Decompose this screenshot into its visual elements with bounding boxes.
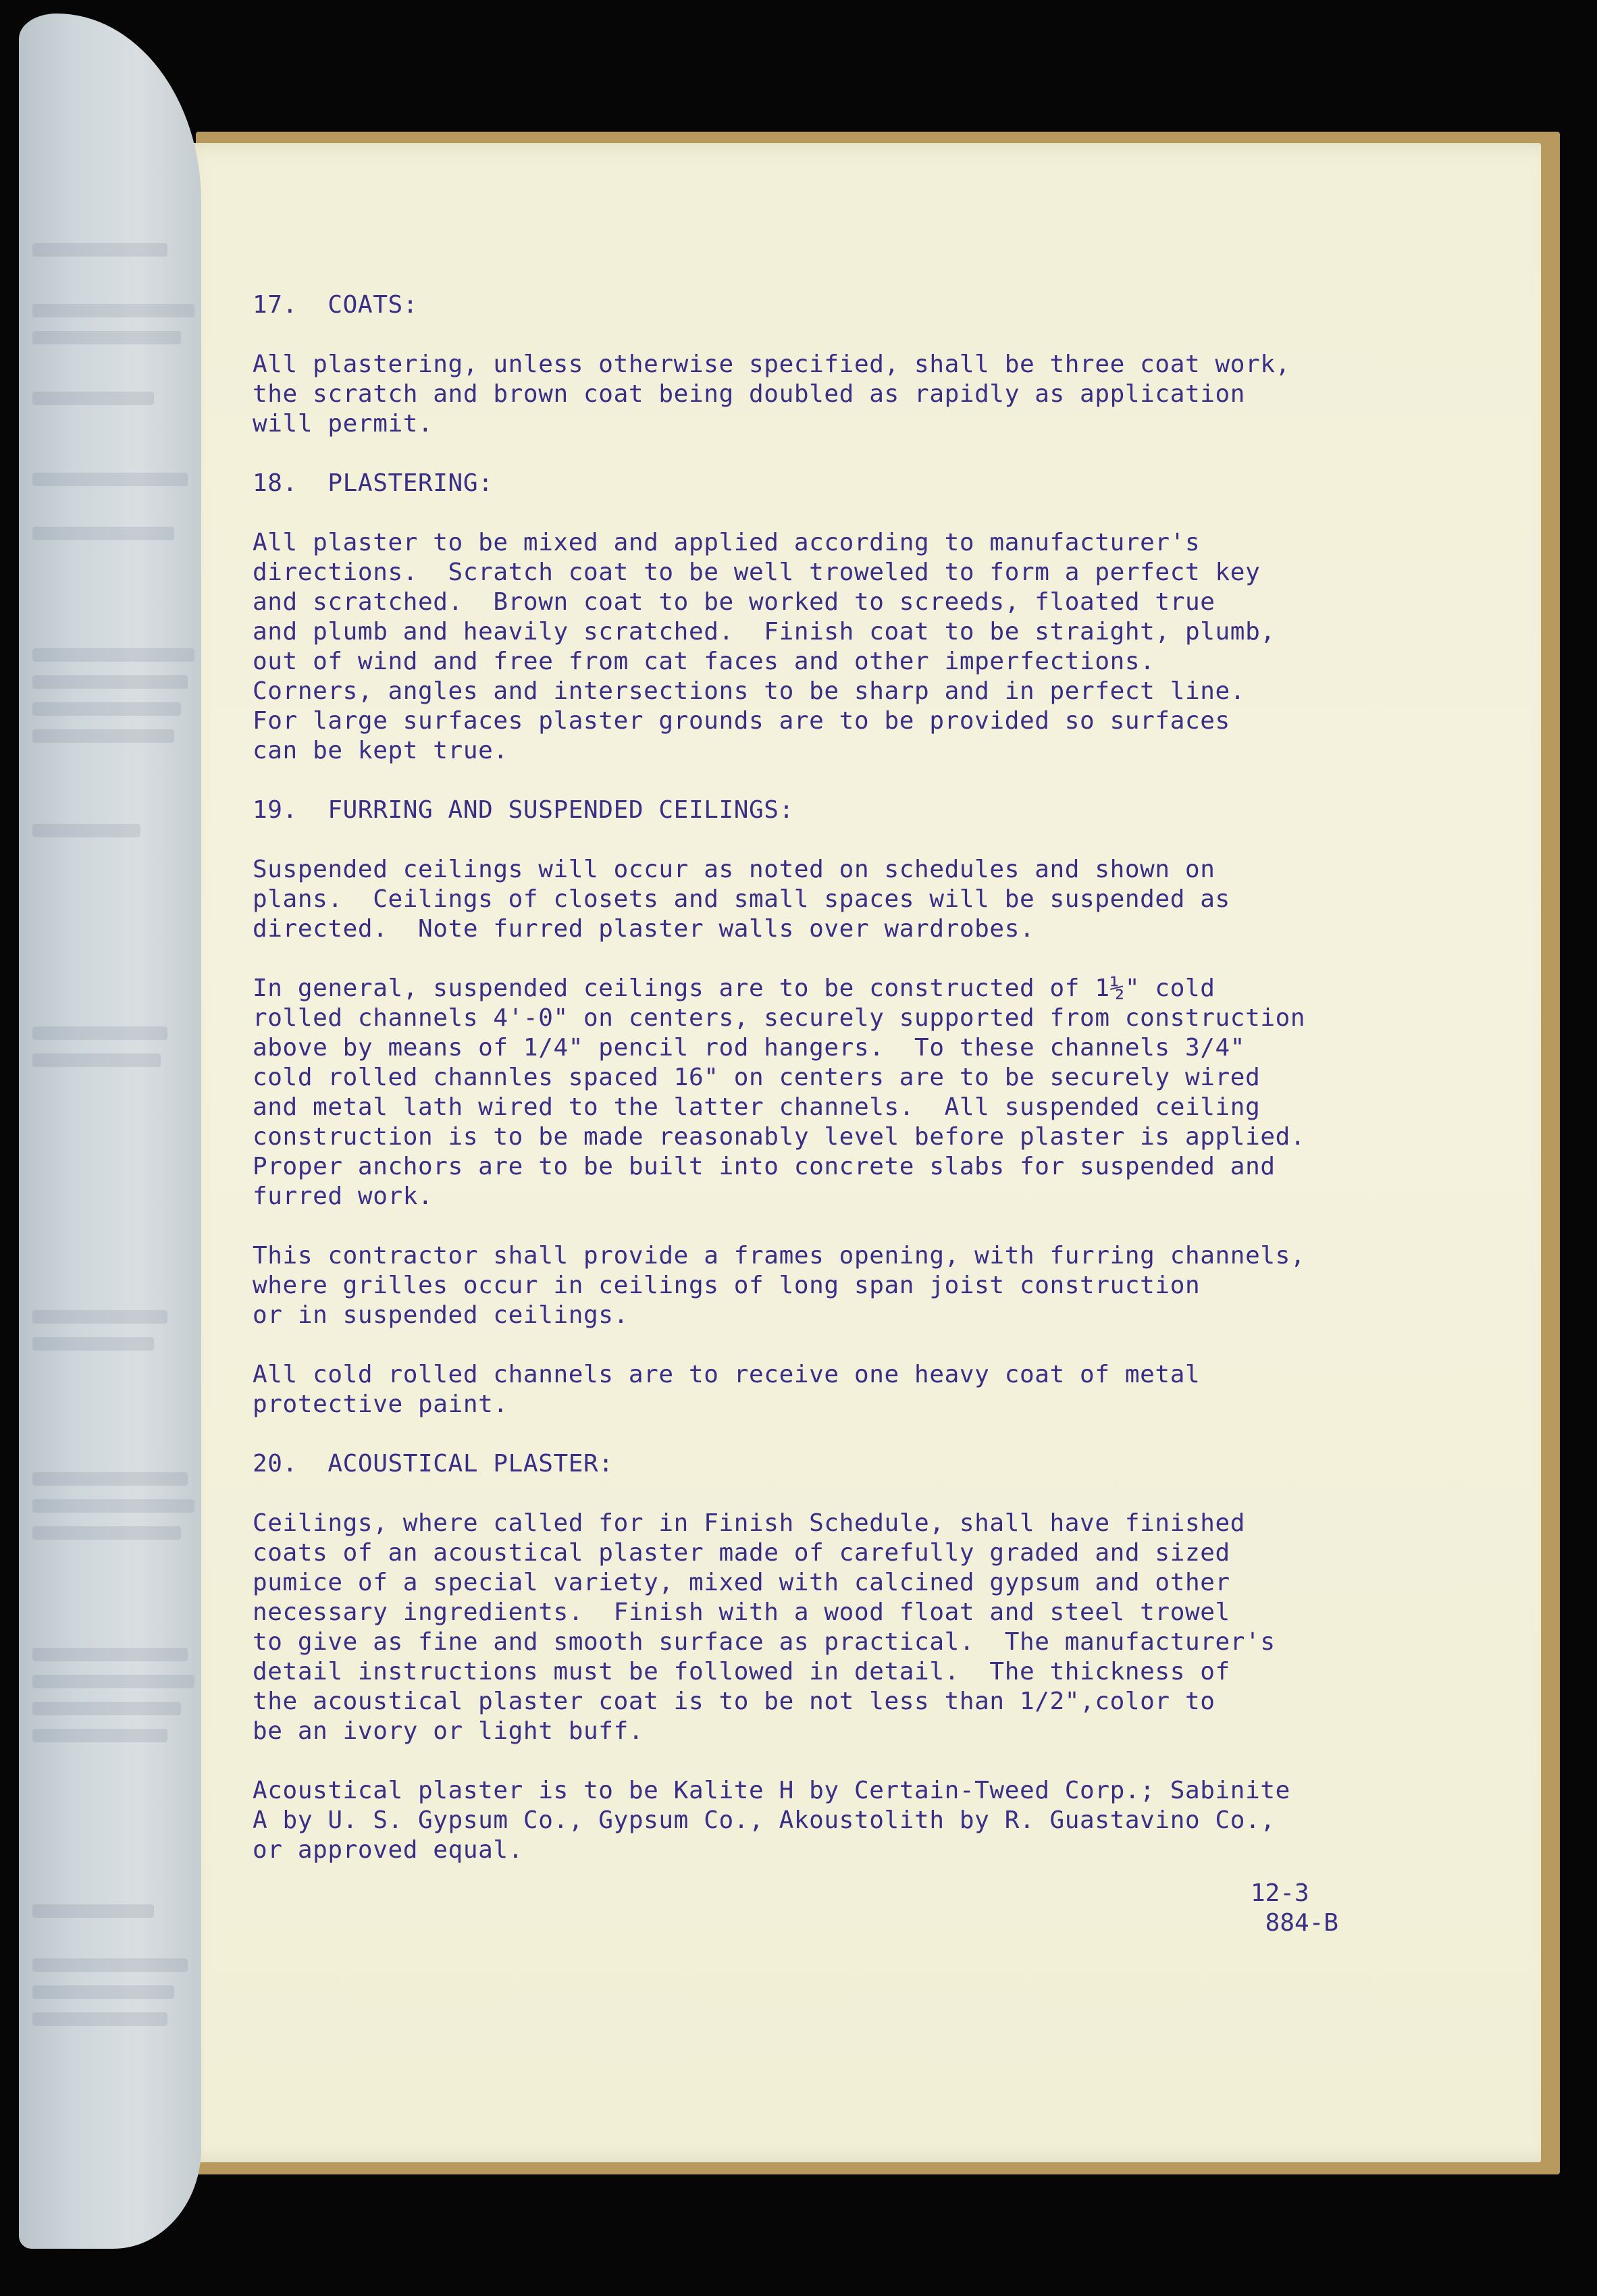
paragraph-line: or in suspended ceilings. (253, 1301, 629, 1329)
paragraph-line: In general, suspended ceilings are to be constructed of 1½" cold (253, 974, 1215, 1002)
paragraph-line: coats of an acoustical plaster made of carefully graded and sized (253, 1539, 1230, 1567)
section-paragraph (253, 1241, 1536, 1330)
bleed-through-line (32, 527, 174, 540)
paragraph-line: necessary ingredients. Finish with a wood float and steel trowel (253, 1598, 1230, 1626)
paragraph-line: protective paint. (253, 1390, 508, 1418)
bleed-through-line (32, 1337, 154, 1351)
facing-page-curl (19, 14, 201, 2249)
paragraph-line: Acoustical plaster is to be Kalite H by Certain-Tweed Corp.; Sabinite (253, 1777, 1290, 1804)
bleed-through-line (32, 1675, 194, 1688)
paragraph-line: A by U. S. Gypsum Co., Gypsum Co., Akoustolith by R. Guastavino Co., (253, 1806, 1276, 1834)
paragraph-line: out of wind and free from cat faces and other imperfections. (253, 648, 1155, 675)
bleed-through-line (32, 729, 174, 743)
section-paragraph (253, 1360, 1536, 1419)
bleed-through-line (32, 824, 140, 837)
section-paragraph (253, 350, 1536, 439)
paragraph-line: All cold rolled channels are to receive one heavy coat of metal (253, 1361, 1201, 1388)
page-number-line-2: 884-B (1251, 1909, 1339, 1937)
paragraph-line: Corners, angles and intersections to be sharp and in perfect line. (253, 677, 1246, 705)
paragraph-line: rolled channels 4'-0" on centers, securely supported from construction (253, 1004, 1306, 1032)
paragraph-line: Suspended ceilings will occur as noted on schedules and shown on (253, 856, 1215, 883)
bleed-through-line (32, 648, 194, 662)
bleed-through-line (32, 243, 167, 257)
paragraph-line: or approved equal. (253, 1836, 523, 1864)
paragraph-line: the acoustical plaster coat is to be not less than 1/2",color to (253, 1688, 1215, 1715)
paragraph-line: and scratched. Brown coat to be worked to screeds, floated true (253, 588, 1215, 616)
typed-page (177, 143, 1541, 2162)
paragraph-line: where grilles occur in ceilings of long span joist construction (253, 1272, 1201, 1299)
paragraph-line: detail instructions must be followed in detail. The thickness of (253, 1658, 1230, 1686)
bleed-through-line (32, 1985, 174, 1999)
bleed-through-line (32, 473, 188, 486)
paragraph-line: furred work. (253, 1182, 434, 1210)
paragraph-line: above by means of 1/4" pencil rod hangers. To these channels 3/4" (253, 1034, 1246, 1062)
section-paragraph (253, 528, 1536, 766)
section-paragraph (253, 974, 1536, 1211)
paragraph-line: For large surfaces plaster grounds are to be provided so surfaces (253, 707, 1230, 735)
paragraph-line: construction is to be made reasonably level before plaster is applied. (253, 1123, 1306, 1151)
bleed-through-line (32, 1958, 188, 1972)
paragraph-line: directions. Scratch coat to be well troweled to form a perfect key (253, 558, 1261, 586)
paragraph-line: Ceilings, where called for in Finish Schedule, shall have finished (253, 1509, 1246, 1537)
paragraph-line: directed. Note furred plaster walls over wardrobes. (253, 915, 1035, 943)
paragraph-line: This contractor shall provide a frames opening, with furring channels, (253, 1242, 1306, 1270)
bleed-through-line (32, 1499, 194, 1513)
paragraph-line: and plumb and heavily scratched. Finish coat to be straight, plumb, (253, 618, 1276, 646)
bleed-through-line (32, 1648, 188, 1661)
page-body-text (253, 290, 1536, 1895)
paragraph-line: cold rolled channles spaced 16" on centers are to be securely wired (253, 1064, 1261, 1091)
bleed-through-line (32, 304, 194, 317)
bleed-through-line (32, 1310, 167, 1324)
paragraph-line: Proper anchors are to be built into concrete slabs for suspended and (253, 1153, 1276, 1180)
paragraph-line: to give as fine and smooth surface as practical. The manufacturer's (253, 1628, 1276, 1656)
bleed-through-line (32, 2012, 167, 2026)
bleed-through-line (32, 702, 181, 716)
bleed-through-line (32, 1702, 181, 1715)
section-paragraph (253, 1776, 1536, 1865)
section-paragraph (253, 1509, 1536, 1746)
paragraph-line: and metal lath wired to the latter channels. All suspended ceiling (253, 1093, 1261, 1121)
bleed-through-line (32, 675, 188, 689)
bleed-through-line (32, 1526, 181, 1540)
paragraph-line: All plaster to be mixed and applied according to manufacturer's (253, 529, 1201, 556)
section-heading: 18. PLASTERING: (253, 469, 494, 497)
section-heading: 20. ACOUSTICAL PLASTER: (253, 1450, 614, 1478)
bleed-through-line (32, 1904, 154, 1918)
page-number (1251, 1879, 1338, 1938)
section-heading: 19. FURRING AND SUSPENDED CEILINGS: (253, 796, 794, 824)
bleed-through-line (32, 1026, 167, 1040)
paragraph-line: can be kept true. (253, 737, 508, 764)
paragraph-line: pumice of a special variety, mixed with calcined gypsum and other (253, 1569, 1230, 1596)
section-heading: 17. COATS: (253, 291, 419, 319)
paragraph-line: will permit. (253, 410, 434, 438)
section-paragraph (253, 855, 1536, 944)
paragraph-line: plans. Ceilings of closets and small spaces will be suspended as (253, 885, 1230, 913)
page-number-line-1: 12-3 (1251, 1879, 1309, 1907)
bleed-through-line (32, 1729, 167, 1742)
bleed-through-line (32, 331, 181, 344)
bleed-through-line (32, 1472, 188, 1486)
paragraph-line: be an ivory or light buff. (253, 1717, 644, 1745)
bleed-through-line (32, 392, 154, 405)
bleed-through-line (32, 1053, 161, 1067)
paragraph-line: the scratch and brown coat being doubled as rapidly as application (253, 380, 1246, 408)
paragraph-line: All plastering, unless otherwise specified, shall be three coat work, (253, 350, 1290, 378)
